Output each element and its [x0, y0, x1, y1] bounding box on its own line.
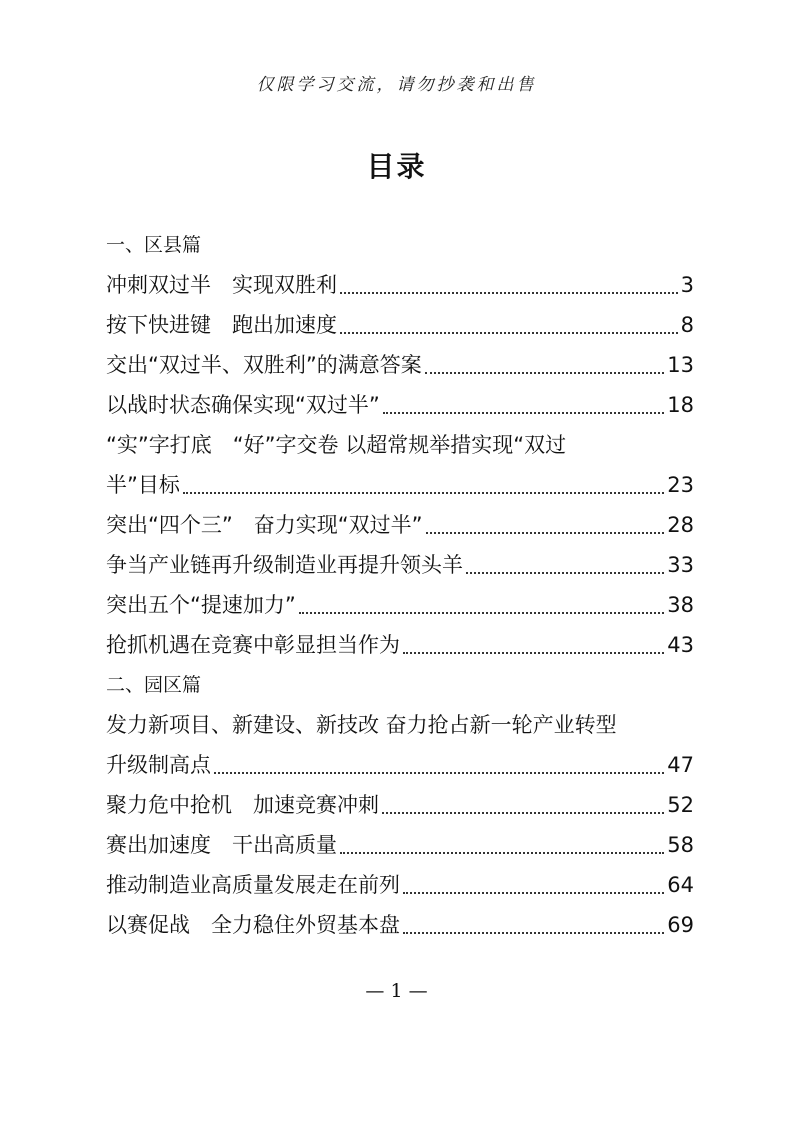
toc-entry-page: 43 [667, 633, 694, 657]
toc-entry-title: 以赛促战 全力稳住外贸基本盘 [106, 913, 400, 937]
toc-entry[interactable] [106, 265, 694, 305]
header-note: 仅限学习交流，请勿抄袭和出售 [256, 75, 537, 95]
dot-leader [403, 932, 664, 934]
dot-leader [299, 612, 665, 614]
toc-entry[interactable] [106, 345, 694, 385]
section-heading-county: 一、区县篇 [106, 234, 202, 256]
toc-entry-page: 47 [667, 753, 694, 777]
dot-leader [466, 572, 664, 574]
toc-entry[interactable] [106, 825, 694, 865]
toc-entry[interactable] [106, 585, 694, 625]
toc-entry-page: 18 [667, 393, 694, 417]
toc-entry-title: 赛出加速度 干出高质量 [106, 833, 337, 857]
toc-entry-page: 58 [667, 833, 694, 857]
toc-entry-title: 推动制造业高质量发展走在前列 [106, 873, 400, 897]
toc-entry-title: 按下快进键 跑出加速度 [106, 313, 337, 337]
toc-entry-title: 升级制高点 [106, 753, 211, 777]
toc-entry[interactable] [106, 625, 694, 665]
toc-entry-title: 争当产业链再升级制造业再提升领头羊 [106, 553, 463, 577]
page-number: — 1 — [365, 980, 428, 1002]
dot-leader [340, 852, 664, 854]
toc-entry[interactable] [106, 305, 694, 345]
toc-entry[interactable] [106, 465, 694, 505]
toc-entry-title-line1[interactable]: “实”字打底 “好”字交卷 以超常规举措实现“双过 [106, 433, 567, 457]
toc-entry-page: 8 [680, 313, 694, 337]
toc-entry-page: 13 [667, 353, 694, 377]
dot-leader [383, 412, 665, 414]
toc-entry[interactable] [106, 745, 694, 785]
toc-entry-page: 23 [667, 473, 694, 497]
toc-entry[interactable] [106, 385, 694, 425]
toc-entry-page: 28 [667, 513, 694, 537]
toc-entry-title: 抢抓机遇在竞赛中彰显担当作为 [106, 633, 400, 657]
toc-entry[interactable] [106, 785, 694, 825]
toc-entry-page: 33 [667, 553, 694, 577]
toc-entry[interactable] [106, 505, 694, 545]
toc-entry-page: 64 [667, 873, 694, 897]
toc-title: 目录 [366, 150, 427, 183]
toc-entry-page: 52 [667, 793, 694, 817]
dot-leader [214, 772, 664, 774]
toc-entry-title: 以战时状态确保实现“双过半” [106, 393, 380, 417]
toc-entry-title: 突出“四个三” 奋力实现“双过半” [106, 513, 423, 537]
toc-entry[interactable] [106, 905, 694, 945]
dot-leader [426, 532, 665, 534]
dot-leader [340, 292, 678, 294]
toc-entry-title: 半”目标 [106, 473, 180, 497]
toc-entry-title: 冲刺双过半 实现双胜利 [106, 273, 337, 297]
dot-leader [403, 652, 664, 654]
toc-entry-page: 38 [667, 593, 694, 617]
toc-entry-title: 突出五个“提速加力” [106, 593, 296, 617]
toc-entry-title: 交出“双过半、双胜利”的满意答案 [106, 353, 422, 377]
dot-leader [340, 332, 678, 334]
dot-leader [403, 892, 664, 894]
toc-entry-page: 3 [680, 273, 694, 297]
dot-leader [425, 372, 665, 374]
toc-entry[interactable] [106, 865, 694, 905]
toc-entry-title: 聚力危中抢机 加速竞赛冲刺 [106, 793, 379, 817]
dot-leader [183, 492, 664, 494]
toc-entry-page: 69 [667, 913, 694, 937]
toc-entry-title-line1[interactable]: 发力新项目、新建设、新技改 奋力抢占新一轮产业转型 [106, 713, 617, 737]
dot-leader [382, 812, 664, 814]
section-heading-park: 二、园区篇 [106, 674, 202, 696]
table-of-contents [106, 225, 694, 945]
toc-entry[interactable] [106, 545, 694, 585]
